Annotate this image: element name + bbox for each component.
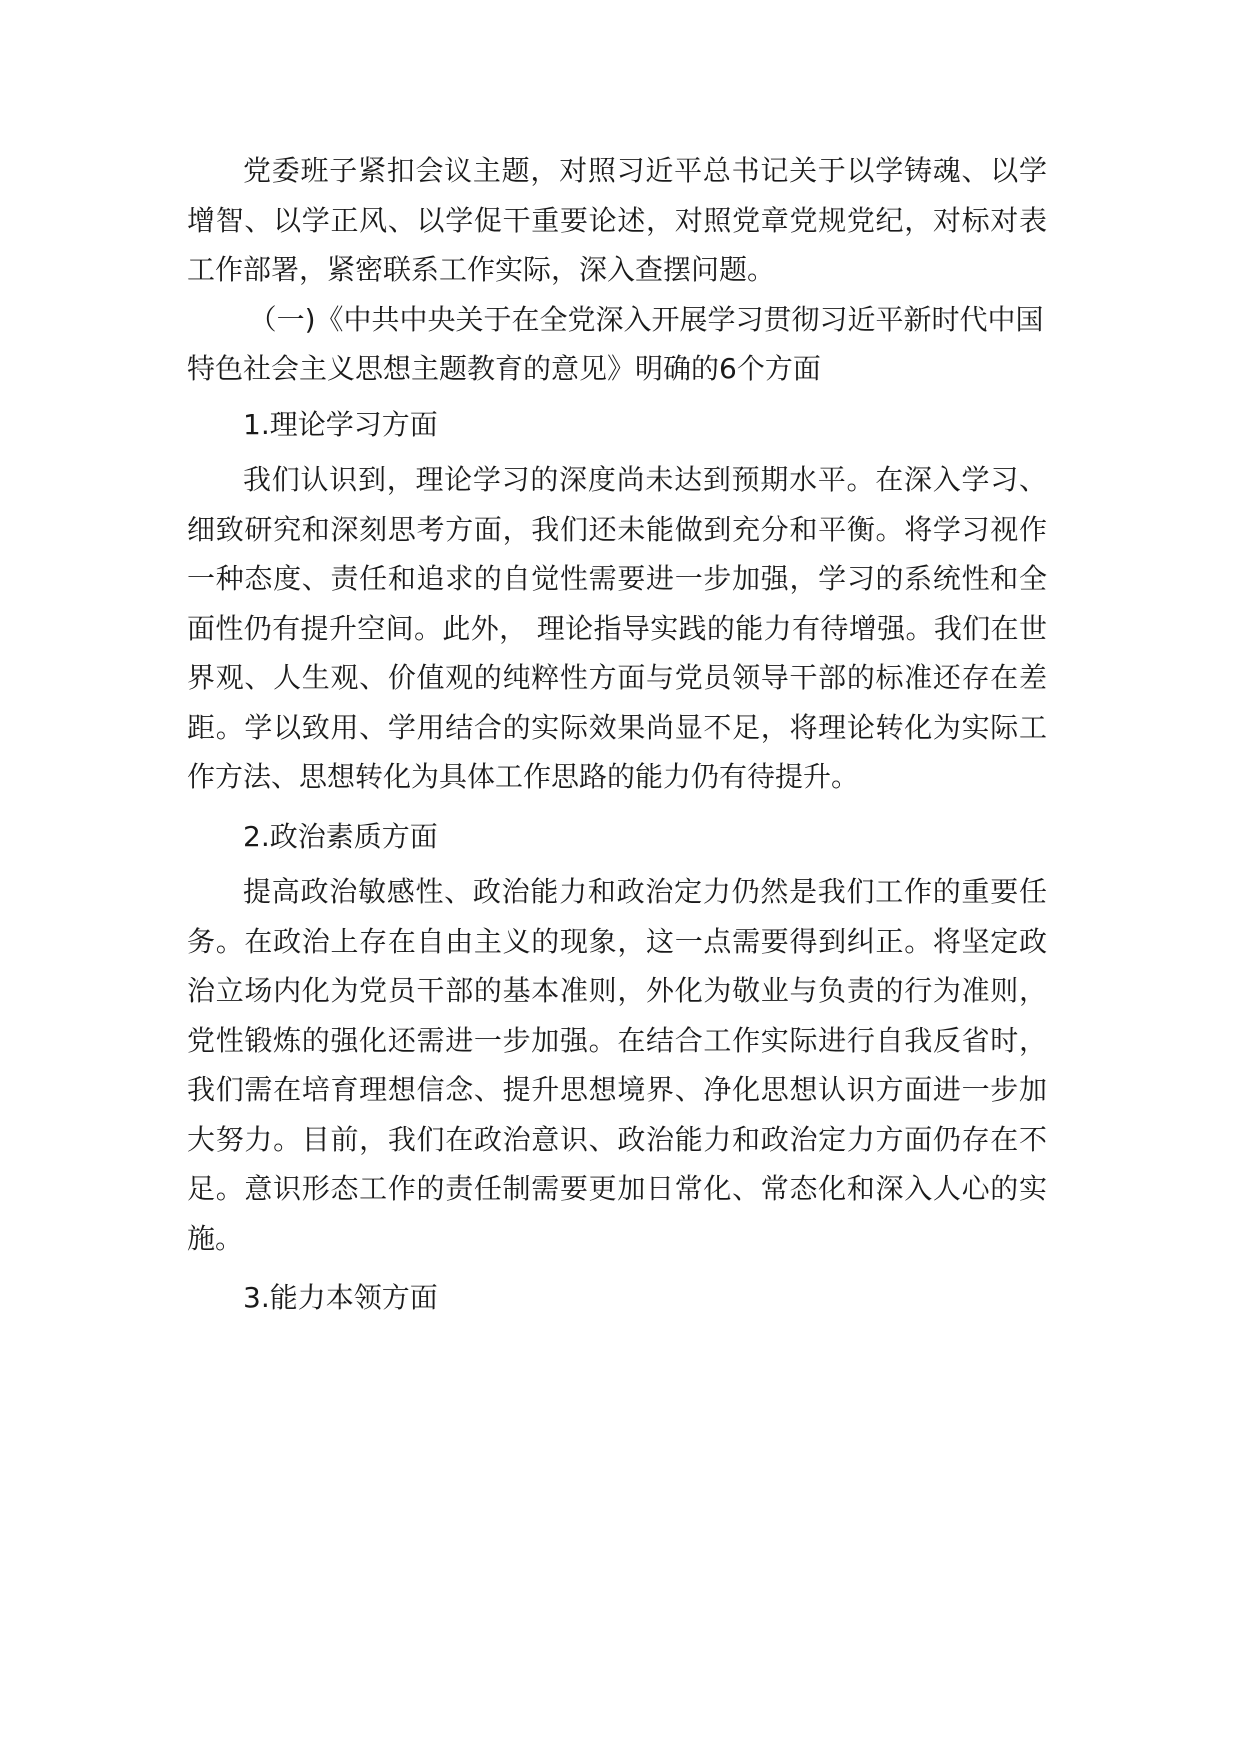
document-body <box>187 146 1047 1323</box>
subsection-heading-politics: 2.政治素质方面 <box>243 819 438 853</box>
subsection-body-politics: 提高政治敏感性、政治能力和政治定力仍然是我们工作的重要任务。在政治上存在自由主义的现象，这一点需要得到纠正。将坚定政治立场内化为党员干部的基本准则，外化为敬业与负责的行为准则，党性锻炼的强化还需进一步加强。在结合工作实际进行自我反省时，我们需在培育理想信念、提升思想境界、净化思想认识方面进一步加大努力。目前，我们在政治意识、政治能力和政治定力方面仍存在不足。意识形态工作的责任制需要更加日常化、常态化和深入人心的实施。 <box>187 875 1047 1255</box>
intro-paragraph: 党委班子紧扣会议主题，对照习近平总书记关于以学铸魂、以学增智、以学正风、以学促干重要论述，对照党章党规党纪，对标对表工作部署，紧密联系工作实际，深入查摆问题。 <box>187 154 1047 286</box>
subsection-heading-theory: 1.理论学习方面 <box>243 407 438 441</box>
subsection-heading-ability: 3.能力本领方面 <box>243 1281 438 1314</box>
spacer <box>187 802 1047 812</box>
subsection-body-theory: 我们认识到，理论学习的深度尚未达到预期水平。在深入学习、细致研究和深刻思考方面，我们还未能做到充分和平衡。将学习视作一种态度、责任和追求的自觉性需要进一步加强，学习的系统性和全面性仍有提升空间。此外， 理论指导实践的能力有待增强。我们在世界观、人生观、价值观的纯粹性方面与党员领导干部的标准还存在差距。学以致用、学用结合的实际效果尚显不足，将理论转化为实际工作方法、思想转化为具体工作思路的能力仍有待提升。 <box>187 463 1047 793</box>
spacer <box>187 1263 1047 1273</box>
section-heading: （一)《中共中央关于在全党深入开展学习贯彻习近平新时代中国特色社会主义思想主题教育的意见》明确的6个方面 <box>187 302 1044 385</box>
